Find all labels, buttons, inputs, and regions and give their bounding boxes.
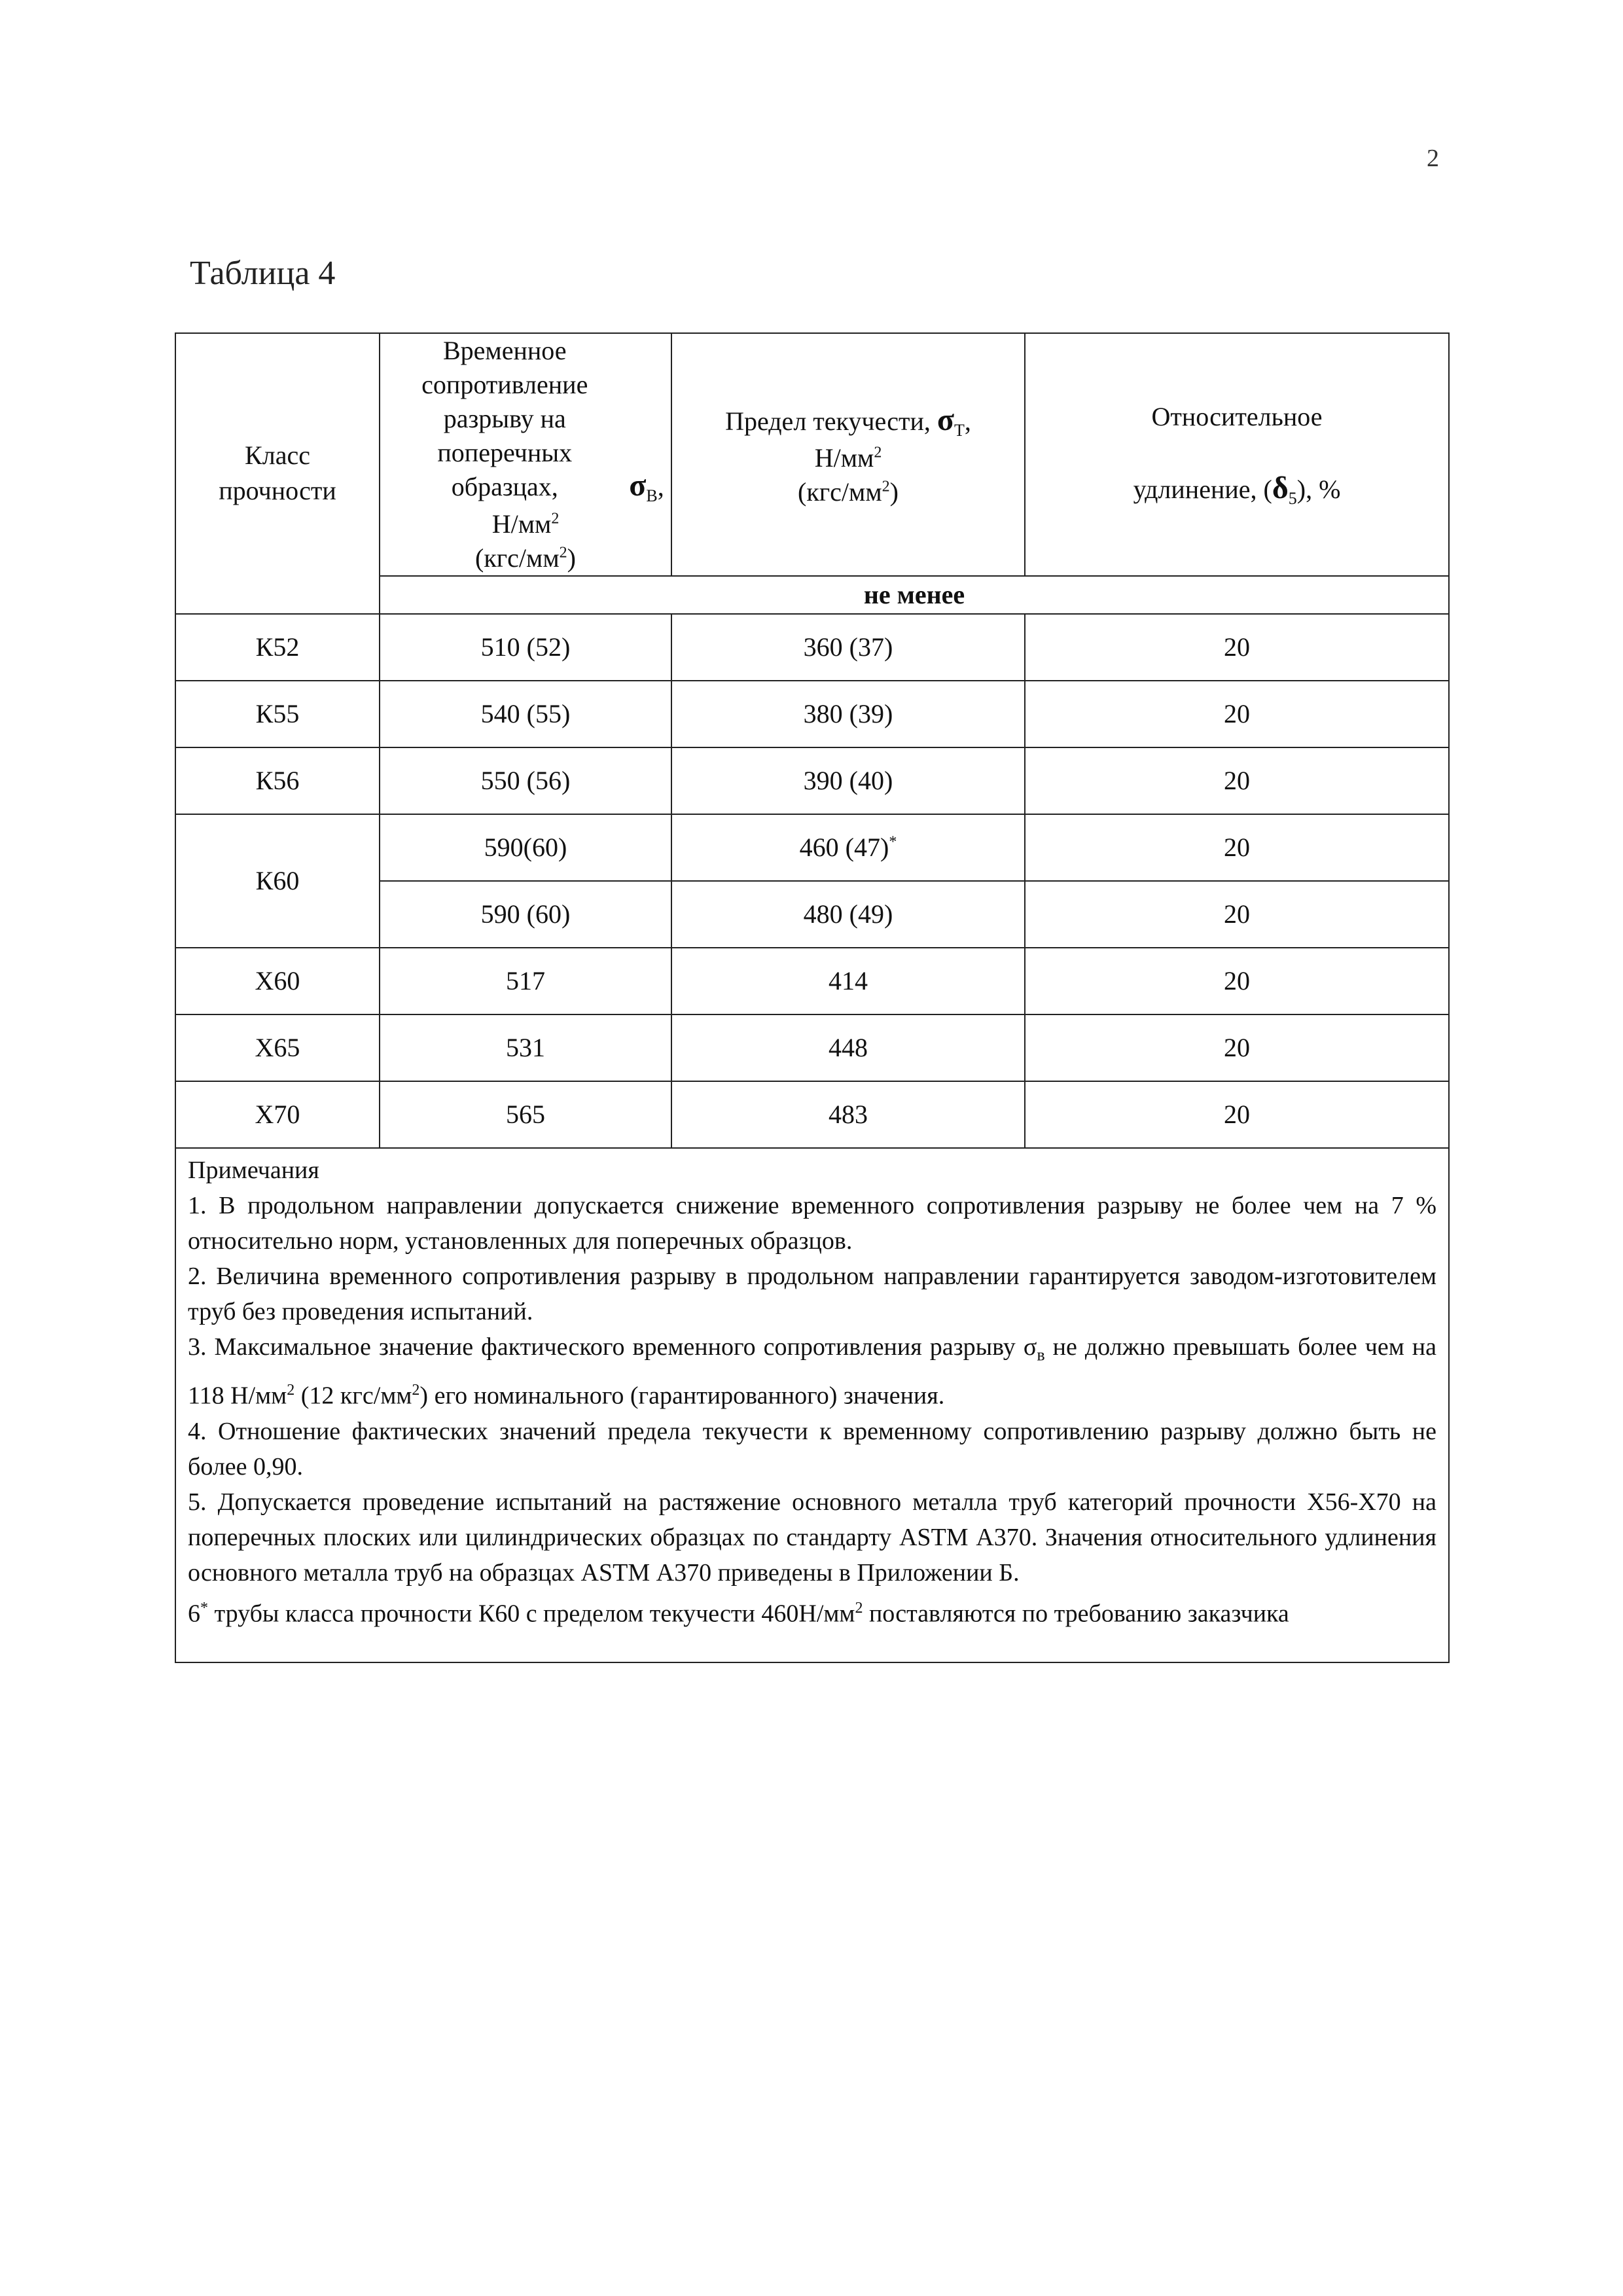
- cell-elongation: 20: [1025, 814, 1449, 881]
- delta-symbol: δ: [1272, 470, 1289, 505]
- cell-class: Х65: [175, 1014, 380, 1081]
- cell-tensile: 517: [380, 948, 671, 1014]
- cell-tensile: 550 (56): [380, 747, 671, 814]
- cell-elongation: 20: [1025, 1081, 1449, 1148]
- cell-class: К55: [175, 681, 380, 747]
- cell-class: Х60: [175, 948, 380, 1014]
- header-yield-text: Предел текучести,: [725, 406, 931, 436]
- note-2: 2. Величина временного сопротивления разрыву в продольном направлении гарантируется заводом-изготовителем труб без проведения испытаний.: [188, 1262, 1436, 1325]
- notes-title: Примечания: [188, 1156, 319, 1184]
- not-less-label: не менее: [380, 576, 1449, 614]
- table-row: [175, 747, 1449, 814]
- cell-tensile: 531: [380, 1014, 671, 1081]
- notes: [175, 1148, 1449, 1662]
- cell-elongation: 20: [1025, 681, 1449, 747]
- header-class-label: Класс прочности: [219, 440, 336, 506]
- cell-yield: 414: [671, 948, 1025, 1014]
- footnote-mark: *: [889, 833, 897, 851]
- cell-yield: 480 (49): [671, 881, 1025, 948]
- table-row: [175, 1081, 1449, 1148]
- cell-elongation: 20: [1025, 948, 1449, 1014]
- notes-row: [175, 1148, 1449, 1662]
- table-row: [175, 814, 1449, 881]
- table-row: [175, 681, 1449, 747]
- note-6: 6* трубы класса прочности К60 с пределом текучести $460Н/мм^2$ поставляются по требованию заказчика: [188, 1600, 1289, 1628]
- cell-class: Х70: [175, 1081, 380, 1148]
- cell-tensile: 590(60): [380, 814, 671, 881]
- note-5: 5. Допускается проведение испытаний на растяжение основного металла труб категорий прочности Х56-Х70 на поперечных плоских или цилиндрических образцах по стандарту ASTM А370. Значения относительного удлинения основного металла труб на образцах ASTM А370 приведены в Приложении Б.: [188, 1488, 1436, 1587]
- cell-yield: 483: [671, 1081, 1025, 1148]
- header-tensile-text: Временное сопротивление разрыву на поперечных образцах,: [421, 336, 588, 501]
- cell-tensile: 590 (60): [380, 881, 671, 948]
- cell-yield: 390 (40): [671, 747, 1025, 814]
- table-row: [175, 614, 1449, 681]
- cell-class: К56: [175, 747, 380, 814]
- cell-tensile: 565: [380, 1081, 671, 1148]
- cell-yield: 380 (39): [671, 681, 1025, 747]
- header-elongation-prefix: Относительное: [1151, 401, 1323, 431]
- note-1: 1. В продольном направлении допускается снижение временного сопротивления разрыву не более чем на 7 % относительно норм, установленных для поперечных образцов.: [188, 1191, 1436, 1255]
- note-3: 3. Максимальное значение фактического временного сопротивления разрыву $\sigma_в$ не должно превышать более чем на 118 $Н/мм^2$ (12 кгс/$мм^2$) его номинального (гарантированного) значения.: [188, 1333, 1436, 1410]
- header-yield: Предел текучести, $\sigma_Т$, $Н/мм^2$ $(кгс/мм^2)$: [671, 333, 1025, 576]
- header-class: [175, 333, 380, 614]
- note-4: 4. Отношение фактических значений предела текучести к временному сопротивлению разрыву должно быть не более 0,90.: [188, 1418, 1436, 1481]
- table-row: [175, 1014, 1449, 1081]
- cell-elongation: 20: [1025, 747, 1449, 814]
- header-elongation: Относительное удлинение, $(\delta_5)$, %: [1025, 333, 1449, 576]
- cell-tensile: 540 (55): [380, 681, 671, 747]
- cell-elongation: 20: [1025, 614, 1449, 681]
- sigma-t-symbol: $\sigma_Т$: [936, 402, 965, 440]
- cell-elongation: 20: [1025, 881, 1449, 948]
- table-title: Таблица 4: [190, 255, 336, 292]
- header-tensile: Временное сопротивление разрыву на поперечных образцах, $\sigma_В$, $Н/мм^2$ $(кгс/мм^2)$: [380, 333, 671, 576]
- cell-yield: 460 (47)*: [671, 814, 1025, 881]
- header-row: [175, 333, 1449, 576]
- cell-class: К60: [175, 814, 380, 948]
- table-row: [175, 948, 1449, 1014]
- cell-class: К52: [175, 614, 380, 681]
- cell-elongation: 20: [1025, 1014, 1449, 1081]
- page-number: 2: [1427, 145, 1439, 172]
- cell-yield: 448: [671, 1014, 1025, 1081]
- sigma-b-symbol: $\sigma_В$: [629, 468, 658, 505]
- cell-tensile: 510 (52): [380, 614, 671, 681]
- cell-yield: 360 (37): [671, 614, 1025, 681]
- strength-table: [175, 332, 1450, 1663]
